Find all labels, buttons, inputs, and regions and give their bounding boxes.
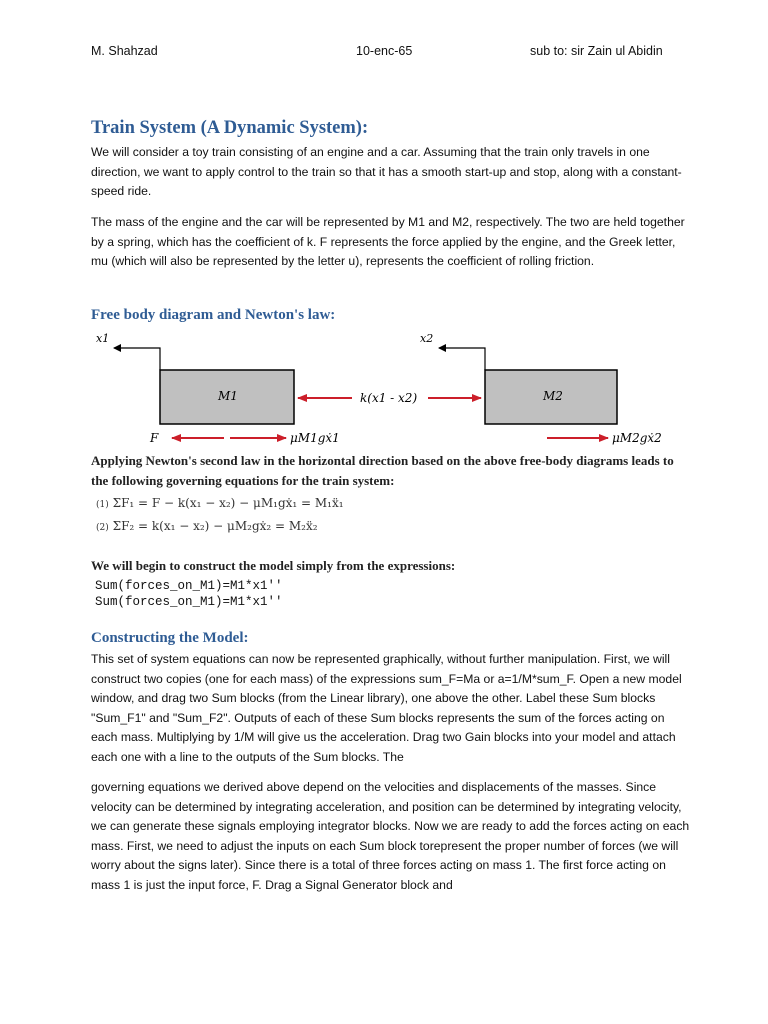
friction1-label: μM1gẋ1 — [290, 431, 340, 445]
equation-1-text: ΣF₁ = F − k(x₁ − x₂) − μM₁gẋ₁ = M₁ẍ₁ — [112, 496, 344, 510]
equation-2 — [96, 519, 318, 533]
intro-paragraph-2: The mass of the engine and the car will be represented by M1 and M2, respectively. The two are held together by a spring, which has the coefficient of k. F represents the force applied by the engine, and the Greek letter, mu (which will also be represented by the letter u), represents the coefficient of rolling friction. — [91, 215, 685, 269]
free-body-diagram — [0, 0, 768, 460]
model-paragraph-2: governing equations we derived above depend on the velocities and displacements of the masses. Since velocity can be determined by integrating acceleration, and position can be determined by integrating velocity, we can generate these signals employing integrator blocks. Now we are ready to add the forces acting on each mass. First, we need to adjust the inputs on each Sum block torepresent the proper number of forces (we will worry about the signs later). Since there is a total of three forces acting on mass 1. The first force acting on mass 1 is just the input force, F. Drag a Signal Generator block and — [91, 780, 690, 892]
spring-label: k(x1 - x2) — [360, 391, 418, 405]
mass-m1-label: M1 — [218, 389, 238, 403]
equation-2-text: ΣF₂ = k(x₁ − x₂) − μM₂gẋ₂ = M₂ẍ₂ — [112, 519, 318, 533]
newton-paragraph: Applying Newton's second law in the horizontal direction based on the above free-body diagrams leads to the following governing equations for the train system: — [91, 453, 674, 488]
x2-label: x2 — [420, 332, 434, 345]
fbd-heading: Free body diagram and Newton's law: — [91, 307, 336, 323]
equation-1 — [96, 496, 344, 510]
equation-2-number: (2) — [96, 523, 109, 533]
model-paragraph-1: This set of system equations can now be represented graphically, without further manipulation. First, we will construct two copies (one for each mass) of the expressions sum_F=Ma or a=1/M*sum_F. Open a new model window, and drag two Sum blocks (from the Linear library), one above the other. Label these Sum blocks "Sum_F1" and "Sum_F2". Outputs of each of these Sum blocks represents the sum of the forces acting on each mass. Multiplying by 1/M will give us the acceleration. Drag two Gain blocks into your model and attach each one with a line to the outputs of the Sum blocks. The — [91, 652, 682, 764]
x2-arrow — [439, 348, 485, 370]
header-roll: 10-enc-65 — [356, 44, 413, 58]
force-label: F — [150, 431, 159, 445]
equation-1-number: (1) — [96, 500, 109, 510]
begin-paragraph: We will begin to construct the model simply from the expressions: — [91, 558, 456, 573]
code-line-1: Sum(forces_on_M1)=M1*x1'' — [95, 579, 283, 593]
code-line-2: Sum(forces_on_M1)=M1*x1'' — [95, 595, 283, 609]
page-title: Train System (A Dynamic System): — [91, 118, 369, 138]
friction2-label: μM2gẋ2 — [612, 431, 662, 445]
header-submitted-to: sub to: sir Zain ul Abidin — [530, 44, 663, 58]
x1-arrow — [114, 348, 160, 370]
header-author: M. Shahzad — [91, 44, 158, 58]
model-heading: Constructing the Model: — [91, 630, 249, 646]
intro-paragraph-1: We will consider a toy train consisting of an engine and a car. Assuming that the train only travels in one direction, we want to apply control to the train so that it has a smooth start-up and stop, along with a constant-speed ride. — [91, 145, 682, 199]
mass-m2-label: M2 — [543, 389, 563, 403]
x1-label: x1 — [96, 332, 110, 345]
